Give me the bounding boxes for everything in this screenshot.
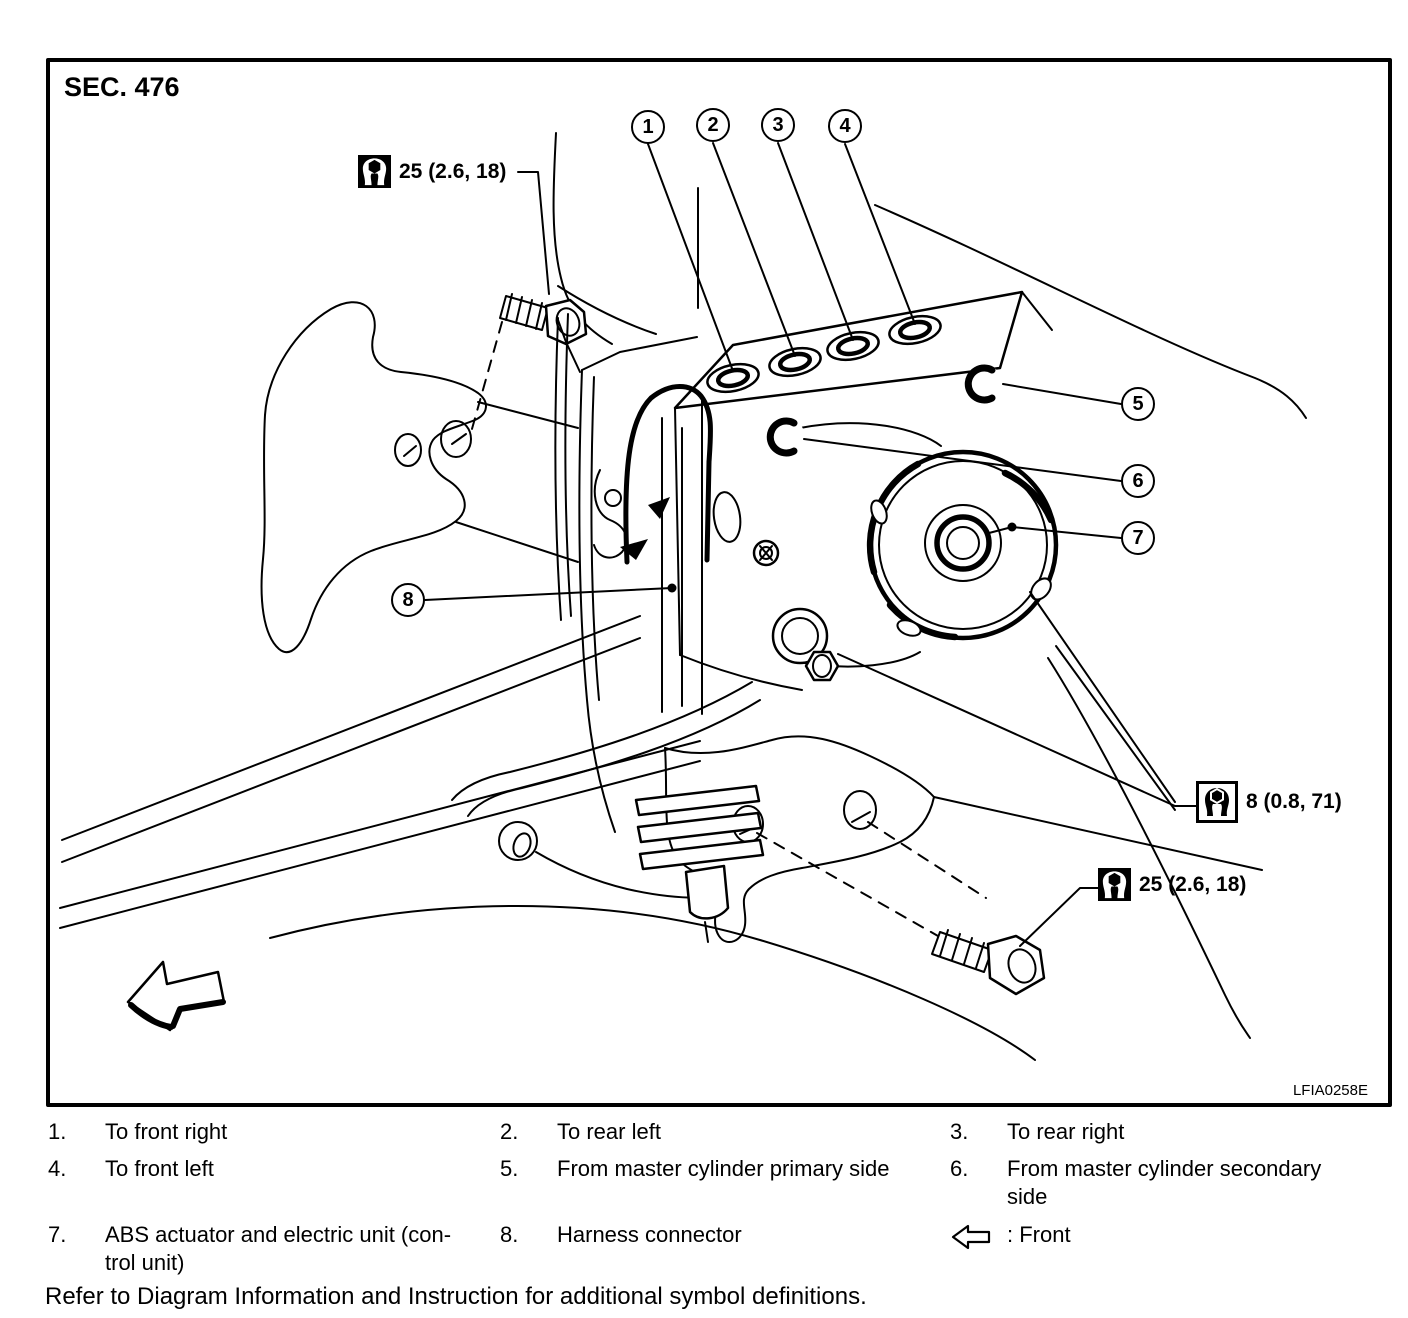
torque-label-bottom — [1098, 868, 1246, 901]
legend-text: : Front — [1007, 1222, 1071, 1247]
legend-number: 8. — [500, 1222, 519, 1247]
legend-text: Harness connector — [557, 1222, 742, 1247]
legend-item-4 — [48, 1155, 214, 1183]
callout-3: 3 — [761, 108, 795, 142]
legend-text: To rear left — [557, 1119, 661, 1144]
legend-text: From master cylinder primary side — [557, 1156, 890, 1181]
section-label: SEC. 476 — [64, 72, 180, 102]
legend-number: 3. — [950, 1119, 969, 1144]
legend-item-3 — [950, 1118, 1124, 1146]
torque-label-right — [1196, 781, 1342, 823]
legend-number: 1. — [48, 1119, 67, 1144]
legend-text: To rear right — [1007, 1119, 1125, 1144]
legend-item-2 — [500, 1118, 661, 1146]
legend-text: From master cylinder secondary — [1007, 1156, 1322, 1181]
torque-value: 25 (2.6, 18) — [399, 159, 507, 183]
front-direction-icon — [950, 1223, 992, 1251]
callout-7: 7 — [1121, 521, 1155, 555]
legend-number: 6. — [950, 1156, 969, 1181]
legend-item-front — [950, 1221, 1071, 1258]
legend-item-6: 6. From master cylinder secondary side — [950, 1156, 1322, 1209]
legend-number: 7. — [48, 1222, 67, 1247]
torque-wrench-icon — [1098, 868, 1131, 901]
legend-item-8 — [500, 1221, 742, 1249]
legend-item-1 — [48, 1118, 227, 1146]
footer-note: Refer to Diagram Information and Instruction for additional symbol definitions. — [45, 1283, 867, 1310]
callout-5: 5 — [1121, 387, 1155, 421]
callout-1: 1 — [631, 110, 665, 144]
legend-text: To front left — [105, 1156, 214, 1181]
torque-value: 25 (2.6, 18) — [1139, 872, 1247, 896]
legend-number: 5. — [500, 1156, 519, 1181]
callout-4: 4 — [828, 109, 862, 143]
legend-text: ABS actuator and electric unit (con- — [105, 1222, 452, 1247]
legend-text: To front right — [105, 1119, 228, 1144]
callout-6: 6 — [1121, 464, 1155, 498]
legend-number: 2. — [500, 1119, 519, 1144]
legend-item-7: 7. ABS actuator and electric unit (con- trol unit) — [48, 1222, 452, 1275]
torque-value: 8 (0.8, 71) — [1246, 790, 1342, 813]
bleeder-screw — [754, 541, 778, 565]
torque-wrench-icon — [358, 155, 391, 188]
callout-2: 2 — [696, 108, 730, 142]
torque-label-top — [358, 155, 506, 188]
legend-number: 4. — [48, 1156, 67, 1181]
torque-wrench-outline-icon — [1196, 781, 1238, 823]
figure-code: LFIA0258E — [1292, 1082, 1368, 1099]
legend-item-5 — [500, 1155, 890, 1183]
diagram-frame — [48, 60, 1390, 1105]
callout-8: 8 — [391, 583, 425, 617]
